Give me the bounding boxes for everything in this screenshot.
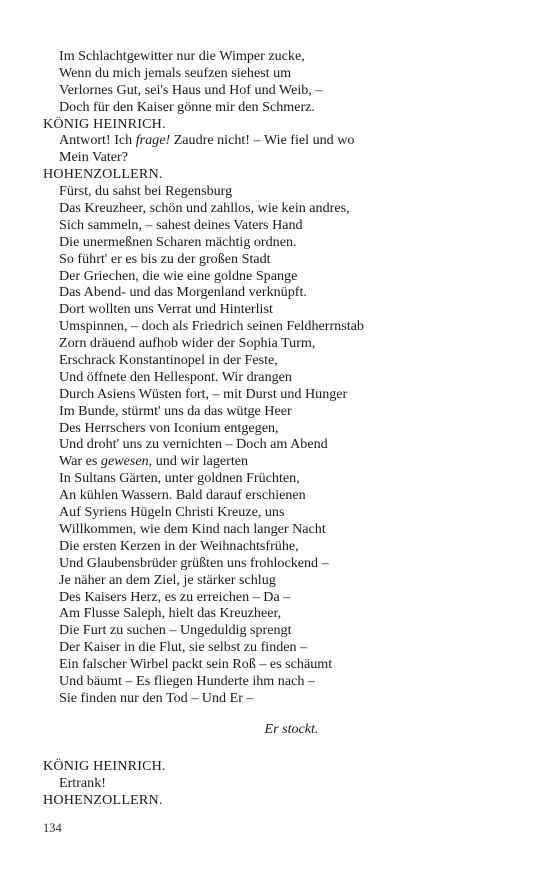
verse-line: Im Bunde, stürmt' uns da das wütge Heer [59, 402, 292, 419]
verse-line: Des Kaisers Herz, es zu erreichen – Da – [59, 588, 291, 605]
speaker-name: KÖNIG HEINRICH. [43, 758, 166, 775]
verse-line: Das Abend- und das Morgenland verknüpft. [59, 284, 307, 301]
verse-line: Der Kaiser in die Flut, sie selbst zu finden – [59, 639, 308, 656]
page-number: 134 [43, 821, 62, 835]
verse-line: An kühlen Wassern. Bald darauf erschienen [59, 487, 306, 504]
verse-line: Im Schlachtgewitter nur die Wimper zucke, [59, 48, 305, 64]
spacer [43, 707, 513, 721]
verse-line: Sie finden nur den Tod – Und Er – [59, 689, 254, 706]
verse-line: Erschrack Konstantinopel in der Feste, [59, 352, 278, 369]
verse-line: Ertrank! [59, 774, 106, 791]
verse-line: Und Glaubensbrüder grüßten uns frohlockend – [59, 554, 329, 571]
speaker-name: HOHENZOLLERN. [43, 166, 163, 183]
dialogue-part-2 [43, 758, 513, 809]
verse-line: Doch für den Kaiser gönne mir den Schmerz. [59, 98, 315, 115]
emphasized-word: gewesen, [100, 453, 153, 470]
verse-line: Die unermeßnen Scharen mächtig ordnen. [59, 233, 297, 250]
verse-line: So führt' er es bis zu der großen Stadt [59, 250, 271, 267]
verse-line: Mein Vater? [59, 149, 129, 166]
spacer [43, 738, 513, 758]
verse-line: Je näher an dem Ziel, je stärker schlug [59, 571, 276, 588]
verse-line: Und bäumt – Es fliegen Hunderte ihm nach – [59, 672, 315, 689]
verse-line: Sich sammeln, – sahest deines Vaters Hand [59, 216, 303, 233]
speaker-name: HOHENZOLLERN. [43, 791, 163, 808]
verse-line: Wenn du mich jemals seufzen siehest um [59, 64, 292, 81]
verse-fragment: Antwort! Ich [59, 132, 136, 149]
verse-line [43, 132, 513, 149]
verse-line: Ein falscher Wirbel packt sein Roß – es schäumt [59, 656, 333, 673]
verse-line: Verlornes Gut, sei's Haus und Hof und Weib, – [59, 81, 323, 98]
verse-fragment: War es [59, 453, 101, 470]
speaker-name: KÖNIG HEINRICH. [43, 115, 166, 132]
verse-line: Dort wollten uns Verrat und Hinterlist [59, 301, 273, 318]
verse-line: Die Furt zu suchen – Ungeduldig sprengt [59, 622, 292, 639]
verse-line: In Sultans Gärten, unter goldnen Früchten, [59, 470, 300, 487]
verse-line: Willkommen, wie dem Kind nach langer Nacht [59, 520, 326, 537]
verse-line: Umspinnen, – doch als Friedrich seinen Feldherrnstab [59, 318, 364, 335]
verse-line: Und öffnete den Hellespont. Wir drangen [59, 368, 292, 385]
verse-fragment: und wir lagerten [152, 453, 249, 470]
emphasized-word: frage! [135, 132, 171, 149]
stage-direction: Er stockt. [264, 721, 319, 738]
verse-line: Der Griechen, die wie eine goldne Spange [59, 267, 298, 284]
verse-line: Und droht' uns zu vernichten – Doch am Abend [59, 436, 328, 453]
drama-text [43, 48, 513, 809]
verse-line: Am Flusse Saleph, hielt das Kreuzheer, [59, 605, 282, 622]
verse-line: Auf Syriens Hügeln Christi Kreuze, uns [59, 504, 285, 521]
dialogue-part-1 [43, 48, 513, 707]
verse-line: Fürst, du sahst bei Regensburg [59, 183, 233, 200]
verse-line: Durch Asiens Wüsten fort, – mit Durst und Hunger [59, 385, 348, 402]
verse-line [43, 453, 513, 470]
verse-line: Zorn dräuend aufhob wider der Sophia Turm, [59, 335, 316, 352]
verse-line: Des Herrschers von Iconium entgegen, [59, 419, 279, 436]
verse-line: Das Kreuzheer, schön und zahllos, wie kein andres, [59, 200, 350, 217]
verse-fragment: Zaudre nicht! – Wie fiel und wo [170, 132, 355, 149]
verse-line: Die ersten Kerzen in der Weihnachtsfrühe, [59, 537, 299, 554]
